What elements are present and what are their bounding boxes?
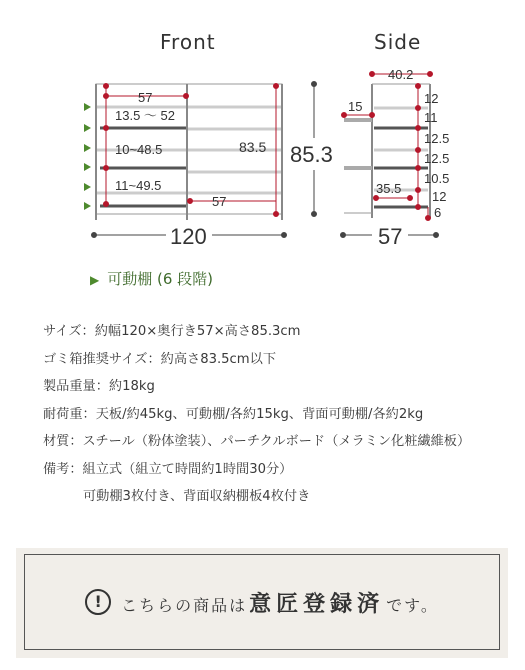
spec-load-capacity: 耐荷重：天板/約45kg、可動棚/各約15kg、背面可動棚/各約2kg xyxy=(43,406,424,422)
front-shelf-range-2: 10~48.5 xyxy=(115,142,163,157)
side-gap-2: 11 xyxy=(424,110,438,125)
side-top-depth: 40.2 xyxy=(388,67,414,82)
spec-notes-extra: 可動棚3枚付き、背面収納棚板4枚付き xyxy=(83,489,311,504)
spec-notes: 備考：組立式（組立て時間約1時間30分） xyxy=(43,461,293,477)
notice-prefix: こちらの商品は xyxy=(121,595,248,615)
notice-text xyxy=(121,587,439,618)
adjustable-shelf-text: 可動棚 (6 段階) xyxy=(107,270,214,288)
spec-size: サイズ：約幅120×奥行き57×高さ85.3cm xyxy=(43,324,301,339)
front-total-height: 85.3 xyxy=(290,142,333,167)
side-gap-7: 6 xyxy=(434,205,442,220)
spec-trash-can-size: ゴミ箱推奨サイズ：約高さ83.5cm以下 xyxy=(43,351,277,367)
side-gap-5: 10.5 xyxy=(424,171,450,186)
front-total-width: 120 xyxy=(170,224,207,249)
front-shelf-range-1: 13.5 〜 52 xyxy=(115,108,175,123)
side-gap-1: 12 xyxy=(424,91,439,106)
spec-material: 材質：スチール（粉体塗装）、パーチクルボード（メラミン化粧繊維板） xyxy=(43,434,471,449)
front-view-title: Front xyxy=(160,30,216,54)
green-arrow-icon: ▶ xyxy=(90,273,100,287)
side-red-dimensions xyxy=(342,72,433,221)
banner-frame xyxy=(24,554,500,650)
side-lower-depth: 35.5 xyxy=(376,181,402,196)
product-specs xyxy=(43,322,470,515)
shelf-position-arrows xyxy=(84,103,91,210)
side-gap-3: 12.5 xyxy=(424,131,450,146)
dimension-diagram xyxy=(0,0,525,260)
side-total-depth: 57 xyxy=(378,224,403,249)
exclamation-icon: ! xyxy=(85,589,111,615)
side-view-title: Side xyxy=(374,30,422,54)
front-top-width: 57 xyxy=(138,90,153,105)
adjustable-shelf-note xyxy=(90,268,213,289)
notice-suffix: です。 xyxy=(386,595,439,615)
side-back-shelf-depth: 15 xyxy=(348,99,363,114)
design-registration-banner xyxy=(16,548,508,658)
front-inner-height: 83.5 xyxy=(239,139,267,155)
spec-weight: 製品重量：約18kg xyxy=(43,379,155,394)
side-gap-4: 12.5 xyxy=(424,151,450,166)
notice-emphasis: 意匠登録済 xyxy=(249,591,385,617)
side-gap-6: 12 xyxy=(432,189,447,204)
front-bottom-width: 57 xyxy=(212,194,227,209)
front-shelf-range-3: 11~49.5 xyxy=(115,178,162,193)
